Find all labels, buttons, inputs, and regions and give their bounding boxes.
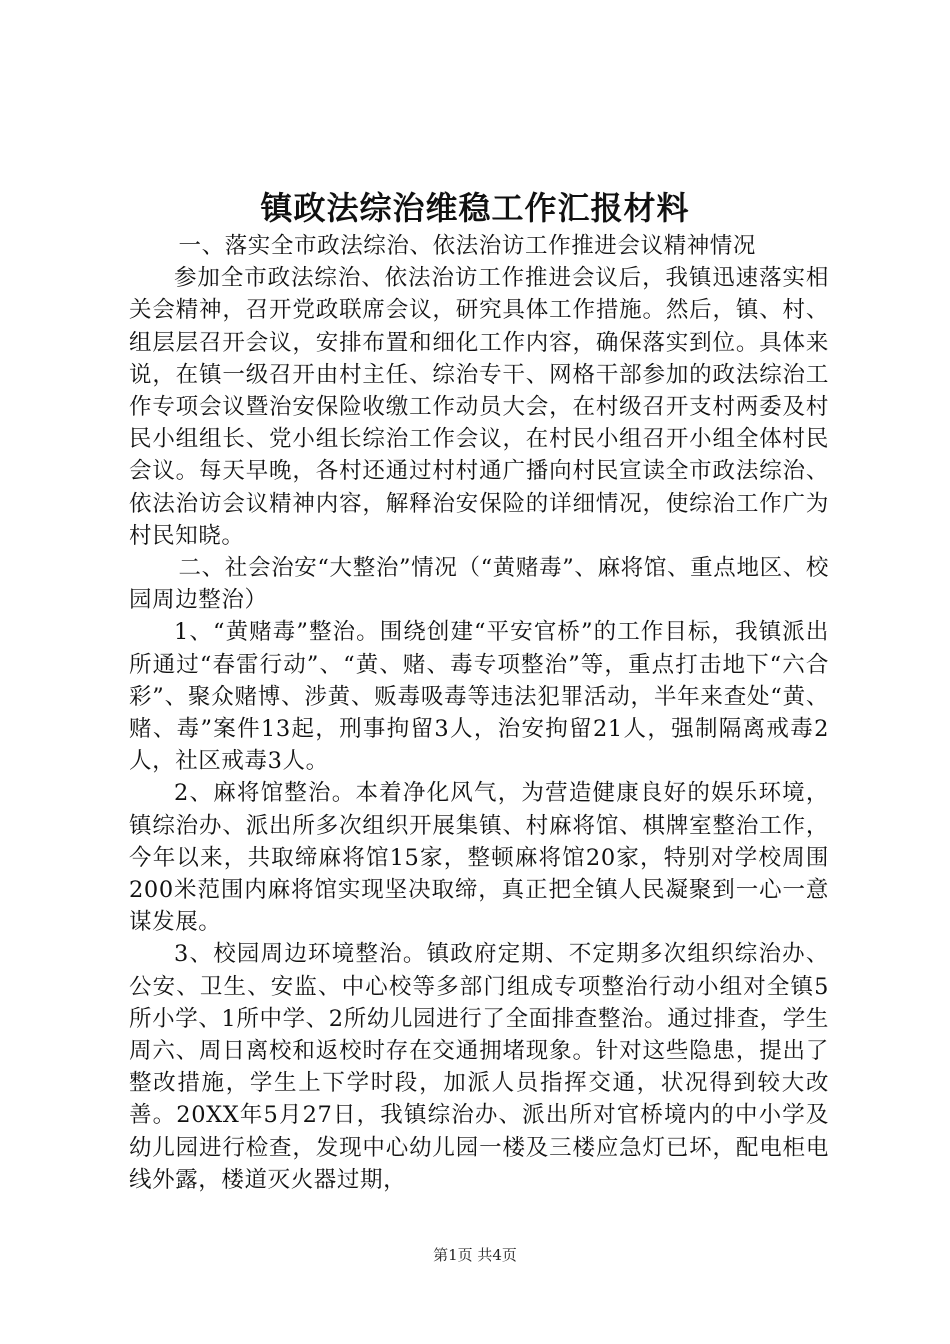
paragraph: 参加全市政法综治、依法治访工作推进会议后，我镇迅速落实相关会精神，召开党政联席会议，研究具体工作措施。然后，镇、村、组层层召开会议，安排布置和细化工作内容，确保落实到位。具体来说，在镇一级召开由村主任、综治专干、网格干部参加的政法综治工作专项会议暨治安保险收缴工作动员大会，在村级召开支村两委及村民小组组长、党小组长综治工作会议，在村民小组召开小组全体村民会议。每天早晚，各村还通过村村通广播向村民宣读全市政法综治、依法治访会议精神内容，解释治安保险的详细情况，使综治工作广为村民知晓。	[129, 265, 829, 549]
section-heading-2: 二、社会治安“大整治”情况（“黄赌毒”、麻将馆、重点地区、校园周边整治）	[129, 555, 829, 614]
paragraph: 2、麻将馆整治。本着净化风气，为营造健康良好的娱乐环境，镇综治办、派出所多次组织开展集镇、村麻将馆、棋牌室整治工作，今年以来，共取缔麻将馆15家，整顿麻将馆20家，特别对学校周围200米范围内麻将馆实现坚决取缔，真正把全镇人民凝聚到一心一意谋发展。	[129, 780, 829, 936]
paragraph: 1、“黄赌毒”整治。围绕创建“平安官桥”的工作目标，我镇派出所通过“春雷行动”、“黄、赌、毒专项整治”等，重点打击地下“六合彩”、聚众赌博、涉黄、贩毒吸毒等违法犯罪活动，半年来查处“黄、赌、毒”案件13起，刑事拘留3人，治安拘留21人，强制隔离戒毒2人，社区戒毒3人。	[129, 619, 829, 775]
document-title: 镇政法综治维稳工作汇报材料	[260, 189, 690, 227]
document-body	[129, 230, 829, 1196]
page-footer: 第1页 共4页	[433, 1246, 517, 1264]
paragraph: 3、校园周边环境整治。镇政府定期、不定期多次组织综治办、公安、卫生、安监、中心校等多部门组成专项整治行动小组对全镇5所小学、1所中学、2所幼儿园进行了全面排查整治。通过排查，学生周六、周日离校和返校时存在交通拥堵现象。针对这些隐患，提出了整改措施，学生上下学时段，加派人员指挥交通，状况得到较大改善。20XX年5月27日，我镇综治办、派出所对官桥境内的中小学及幼儿园进行检查，发现中心幼儿园一楼及三楼应急灯已坏，配电柜电线外露，楼道灭火器过期，	[129, 941, 829, 1193]
section-heading-1: 一、落实全市政法综治、依法治访工作推进会议精神情况	[178, 233, 757, 259]
